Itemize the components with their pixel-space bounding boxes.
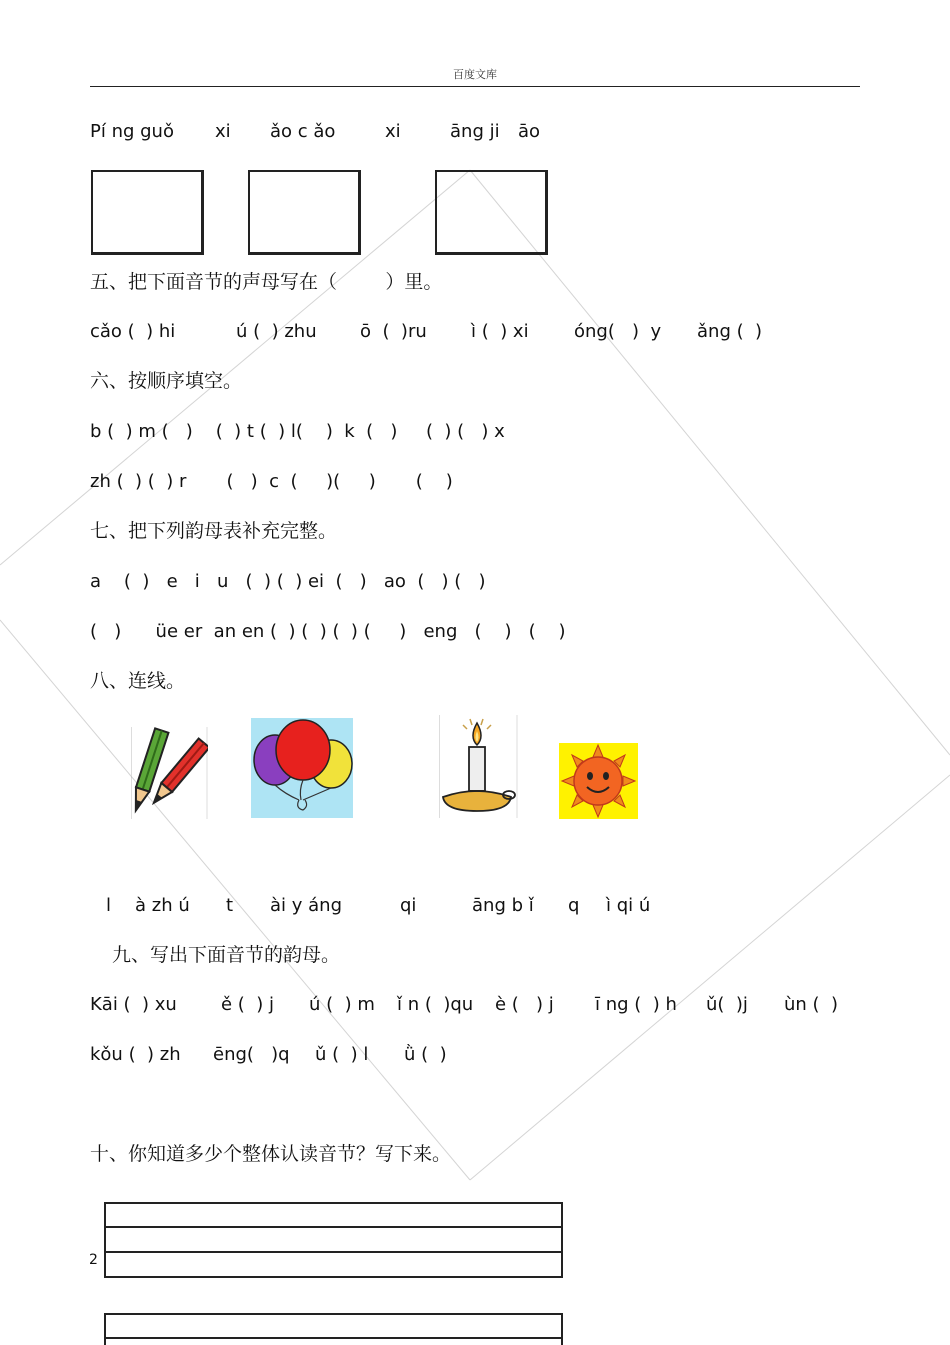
fill-item: Kāi ( ) xu <box>90 994 177 1015</box>
page-header: 百度文库 <box>453 68 497 81</box>
candle-image[interactable] <box>439 715 518 818</box>
pinyin-item: t <box>226 895 234 916</box>
pinyin-item: āo <box>518 121 541 142</box>
pinyin-item: xi <box>215 121 231 142</box>
fill-item: óng( ) y <box>574 321 662 342</box>
fill-item: ǔ( )j <box>706 994 748 1015</box>
grid-line <box>104 1313 563 1315</box>
fill-item: ī ng ( ) h <box>595 994 677 1015</box>
fill-item: ú ( ) m <box>309 994 375 1015</box>
answer-box[interactable] <box>91 170 204 255</box>
section-10-title: 十、你知道多少个整体认读音节？写下来。 <box>90 1143 452 1165</box>
pinyin-item: l <box>106 895 112 916</box>
pinyin-item: à zh ú <box>135 895 190 916</box>
section-6-title: 六、按顺序填空。 <box>90 370 243 392</box>
section-7-title: 七、把下列韵母表补充完整。 <box>90 520 338 542</box>
fill-item: ì ( ) xi <box>471 321 529 342</box>
pinyin-item: ài y áng <box>270 895 342 916</box>
fill-item: è ( ) j <box>495 994 554 1015</box>
fill-item: ǎng ( ) <box>697 321 763 342</box>
pinyin-item: xi <box>385 121 401 142</box>
balloons-image[interactable] <box>251 718 353 818</box>
answer-box[interactable] <box>435 170 548 255</box>
pinyin-item: Pí ng guǒ <box>90 121 174 142</box>
section-6-row-1: b ( ) m ( ) ( ) t ( ) l( ) k ( ) ( ) ( ) x <box>90 421 505 442</box>
fill-item: ǔ ( ) l <box>315 1044 369 1065</box>
section-5-title: 五、把下面音节的声母写在（ ）里。 <box>90 271 443 293</box>
grid-border-left <box>104 1313 106 1345</box>
grid-border-right <box>561 1202 563 1278</box>
grid-border-right <box>561 1313 563 1345</box>
section-8-title: 八、连线。 <box>90 670 186 692</box>
fill-item: ě ( ) j <box>221 994 275 1015</box>
section-6-row-2: zh ( ) ( ) r ( ) c ( )( ) ( ) <box>90 471 453 492</box>
section-7-row-2: ( ) üe er an en ( ) ( ) ( ) ( ) eng ( ) ( ) <box>90 621 566 642</box>
sun-image[interactable] <box>559 743 638 819</box>
pinyin-item: qi <box>400 895 417 916</box>
pinyin-item: q <box>568 895 580 916</box>
page-number: 2 <box>89 1252 98 1268</box>
fill-item: ēng( )q <box>213 1044 290 1065</box>
fill-item: ú ( ) zhu <box>236 321 317 342</box>
pinyin-item: ì qi ú <box>606 895 651 916</box>
grid-border-left <box>104 1202 106 1278</box>
section-7-row-1: a ( ) e i u ( ) ( ) ei ( ) ao ( ) ( ) <box>90 571 486 592</box>
grid-line <box>104 1202 563 1204</box>
fill-item: kǒu ( ) zh <box>90 1044 181 1065</box>
grid-line <box>104 1226 563 1228</box>
grid-line <box>104 1276 563 1278</box>
pinyin-item: āng b ǐ <box>472 895 534 916</box>
pencils-image[interactable] <box>131 727 208 819</box>
grid-line <box>104 1251 563 1253</box>
fill-item: ùn ( ) <box>784 994 839 1015</box>
grid-line <box>104 1337 563 1339</box>
fill-item: ǜ ( ) <box>404 1044 447 1065</box>
pinyin-item: ǎo c ǎo <box>270 121 336 142</box>
pinyin-item: āng ji <box>450 121 500 142</box>
fill-item: ō ( )ru <box>360 321 427 342</box>
answer-box[interactable] <box>248 170 361 255</box>
section-9-title: 九、写出下面音节的韵母。 <box>112 944 341 966</box>
header-rule <box>90 86 860 87</box>
fill-item: cǎo ( ) hi <box>90 321 176 342</box>
fill-item: ǐ n ( )qu <box>397 994 474 1015</box>
